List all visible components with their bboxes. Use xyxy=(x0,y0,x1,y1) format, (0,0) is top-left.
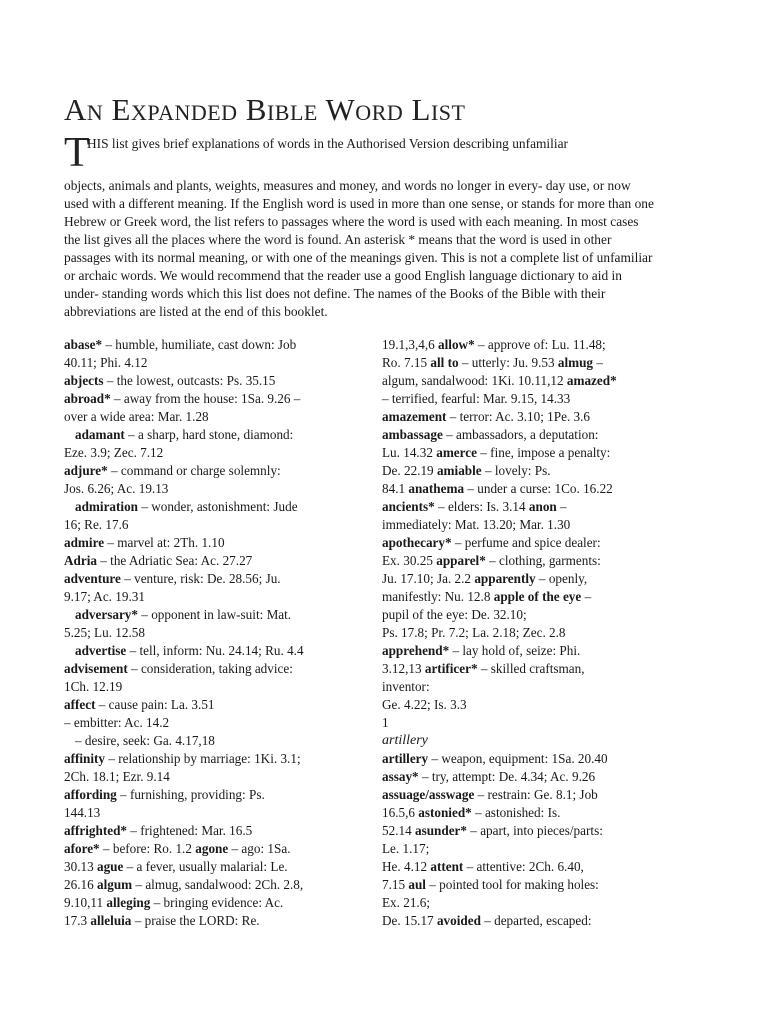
definition-text: – a sharp, hard stone, diamond: xyxy=(124,427,294,442)
entry-line xyxy=(382,660,672,678)
entry-line xyxy=(64,858,354,876)
entry-line xyxy=(382,804,672,822)
definition-text: – cause pain: La. 3.51 xyxy=(95,697,215,712)
definition-text: – skilled craftsman, xyxy=(477,661,585,676)
headword: amiable xyxy=(436,463,482,478)
headword: adamant xyxy=(75,427,125,442)
definition-text: 5.25; Lu. 12.58 xyxy=(64,625,145,640)
entry-line xyxy=(382,714,672,732)
headword: advertise xyxy=(75,643,127,658)
definition-text: – departed, escaped: xyxy=(480,913,592,928)
entry-line xyxy=(64,588,354,606)
entry-line xyxy=(382,624,672,642)
headword: affinity xyxy=(64,751,106,766)
definition-text: 17.3 xyxy=(64,913,91,928)
definition-text: – astonished: Is. xyxy=(471,805,561,820)
definition-text: algum, sandalwood: 1Ki. 10.11,12 xyxy=(382,373,567,388)
entry-line xyxy=(382,678,672,696)
entry-line xyxy=(64,678,354,696)
definition-text: Ps. 17.8; Pr. 7.2; La. 2.18; Zec. 2.8 xyxy=(382,625,566,640)
entry-line xyxy=(64,876,354,894)
definition-text: – weapon, equipment: 1Sa. 20.40 xyxy=(428,751,608,766)
definition-text: – lay hold of, seize: Phi. xyxy=(449,643,581,658)
entry-line xyxy=(64,408,354,426)
definition-text: 30.13 xyxy=(64,859,97,874)
definition-text: Lu. 14.32 xyxy=(382,445,437,460)
definition-text: 16.5,6 xyxy=(382,805,419,820)
entry-line xyxy=(382,534,672,552)
entry-line xyxy=(64,714,354,732)
definition-text: – before: Ro. 1.2 xyxy=(99,841,196,856)
entry-line xyxy=(382,858,672,876)
definition-text: – openly, xyxy=(535,571,588,586)
headword: afore* xyxy=(64,841,100,856)
entry-line xyxy=(382,462,672,480)
definition-text: manifestly: Nu. 12.8 xyxy=(382,589,494,604)
definition-text: 84.1 xyxy=(382,481,409,496)
headword: assuage/asswage xyxy=(382,787,475,802)
definition-text: – away from the house: 1Sa. 9.26 – xyxy=(110,391,301,406)
entry-line xyxy=(382,912,672,930)
headword: agone xyxy=(195,841,229,856)
headword: abase* xyxy=(64,337,103,352)
definition-text: – perfume and spice dealer: xyxy=(451,535,601,550)
entry-line xyxy=(64,498,354,516)
definition-text: – bringing evidence: Ac. xyxy=(150,895,284,910)
headword: almug xyxy=(557,355,594,370)
entry-line xyxy=(382,750,672,768)
headword: ancients* xyxy=(382,499,435,514)
entry-line xyxy=(64,642,354,660)
entry-line xyxy=(64,732,354,750)
definition-text: 19.1,3,4,6 xyxy=(382,337,439,352)
entry-line xyxy=(64,426,354,444)
headword: affect xyxy=(64,697,96,712)
definition-text: – a fever, usually malarial: Le. xyxy=(123,859,288,874)
word-list-left-column xyxy=(64,336,354,930)
definition-text: 1Ch. 12.19 xyxy=(64,679,123,694)
headword: ambassage xyxy=(382,427,443,442)
definition-text: 16; Re. 17.6 xyxy=(64,517,129,532)
entry-line xyxy=(64,750,354,768)
headword: alleging xyxy=(106,895,151,910)
definition-text: Le. 1.17; xyxy=(382,841,430,856)
headword: affording xyxy=(64,787,117,802)
definition-text: – marvel at: 2Th. 1.10 xyxy=(104,535,225,550)
headword: assay* xyxy=(382,769,419,784)
definition-text: – approve of: Lu. 11.48; xyxy=(474,337,606,352)
definition-text: Ju. 17.10; Ja. 2.2 xyxy=(382,571,475,586)
headword: adventure xyxy=(64,571,121,586)
headword: adjure* xyxy=(64,463,108,478)
entry-line xyxy=(382,786,672,804)
entry-line xyxy=(382,336,672,354)
definition-text: Jos. 6.26; Ac. 19.13 xyxy=(64,481,169,496)
headword: apprehend* xyxy=(382,643,450,658)
entry-line xyxy=(64,804,354,822)
definition-text: – utterly: Ju. 9.53 xyxy=(458,355,558,370)
entry-line xyxy=(64,840,354,858)
definition-text: 26.16 xyxy=(64,877,97,892)
entry-line xyxy=(64,660,354,678)
headword: amazed* xyxy=(566,373,617,388)
definition-text: – embitter: Ac. 14.2 xyxy=(64,715,170,730)
headword: avoided xyxy=(436,913,481,928)
entry-line xyxy=(64,606,354,624)
definition-text: – praise the LORD: Re. xyxy=(131,913,260,928)
entry-line xyxy=(382,768,672,786)
definition-text: – command or charge solemnly: xyxy=(107,463,281,478)
entry-line xyxy=(64,696,354,714)
headword: apple of the eye xyxy=(493,589,582,604)
entry-line xyxy=(382,408,672,426)
headword: asunder* xyxy=(414,823,467,838)
drop-cap: T xyxy=(64,130,90,176)
headword: amazement xyxy=(382,409,447,424)
definition-text: – ago: 1Sa. xyxy=(228,841,291,856)
entry-line xyxy=(64,480,354,498)
definition-text: – tell, inform: Nu. 24.14; Ru. 4.4 xyxy=(126,643,304,658)
headword: artillery xyxy=(382,751,429,766)
definition-text: 2Ch. 18.1; Ezr. 9.14 xyxy=(64,769,170,784)
headword: anon xyxy=(528,499,557,514)
entry-line xyxy=(382,588,672,606)
headword: apothecary* xyxy=(382,535,452,550)
entry-line xyxy=(382,570,672,588)
entry-line xyxy=(64,624,354,642)
definition-text: – opponent in law-suit: Mat. xyxy=(138,607,292,622)
definition-text: – furnishing, providing: Ps. xyxy=(116,787,265,802)
entry-line xyxy=(64,516,354,534)
headword: artificer* xyxy=(424,661,478,676)
headword: admiration xyxy=(75,499,139,514)
entry-line xyxy=(382,354,672,372)
headword: apparently xyxy=(474,571,536,586)
definition-text: – fine, impose a penalty: xyxy=(476,445,611,460)
definition-text: – terror: Ac. 3.10; 1Pe. 3.6 xyxy=(446,409,591,424)
headword: anathema xyxy=(408,481,465,496)
entry-line xyxy=(64,390,354,408)
headword: advisement xyxy=(64,661,128,676)
definition-text: – xyxy=(593,355,603,370)
intro-opening-text: HIS list gives brief explanations of words in the Authorised Version describing unfamiliar xyxy=(87,136,568,151)
entry-line xyxy=(382,732,672,750)
definition-text: 52.14 xyxy=(382,823,415,838)
headword: ague xyxy=(96,859,124,874)
entry-line xyxy=(382,480,672,498)
entry-line xyxy=(64,372,354,390)
definition-text: – the Adriatic Sea: Ac. 27.27 xyxy=(96,553,253,568)
definition-text: – the lowest, outcasts: Ps. 35.15 xyxy=(103,373,276,388)
definition-text: – almug, sandalwood: 2Ch. 2.8, xyxy=(132,877,304,892)
definition-text: 9.17; Ac. 19.31 xyxy=(64,589,145,604)
headword: affrighted* xyxy=(64,823,127,838)
entry-line xyxy=(382,372,672,390)
definition-text: – pointed tool for making holes: xyxy=(425,877,599,892)
headword: adversary* xyxy=(75,607,138,622)
definition-text: – lovely: Ps. xyxy=(481,463,551,478)
entry-line xyxy=(64,570,354,588)
definition-text: – attentive: 2Ch. 6.40, xyxy=(463,859,584,874)
headword: amerce xyxy=(436,445,477,460)
entry-line xyxy=(64,786,354,804)
entry-line xyxy=(64,822,354,840)
entry-line xyxy=(382,822,672,840)
entry-line xyxy=(382,894,672,912)
definition-text: – clothing, garments: xyxy=(485,553,601,568)
intro-paragraph: objects, animals and plants, weights, measures and money, and words no longer in every- day use, or now used with a different meaning. If the English word is used in more than one sense, or stands for more than one Hebrew or Greek word, the list refers to passages where the word is used with each meaning. In most cases the list gives all the places where the word is found. An asterisk * means that the word is used in other passages with its normal meaning, or with one of the meanings given. This is not a complete list of unfamiliar or archaic words. We would recommend that the reader use a good English language dictionary to aid in under- standing words which this list does not define. The names of the Books of the Bible with their abbreviations are listed at the end of this booklet. xyxy=(64,178,654,319)
entry-line xyxy=(64,894,354,912)
entry-line xyxy=(382,516,672,534)
headword: attent xyxy=(430,859,464,874)
headword: aul xyxy=(408,877,426,892)
definition-text: – apart, into pieces/parts: xyxy=(467,823,603,838)
definition-text: over a wide area: Mar. 1.28 xyxy=(64,409,209,424)
definition-text: – venture, risk: De. 28.56; Ju. xyxy=(120,571,281,586)
definition-text: Ge. 4.22; Is. 3.3 xyxy=(382,697,467,712)
entry-line xyxy=(382,606,672,624)
definition-text: 3.12,13 xyxy=(382,661,425,676)
definition-text: 9.10,11 xyxy=(64,895,107,910)
definition-text: – humble, humiliate, cast down: Job xyxy=(102,337,297,352)
entry-line xyxy=(382,552,672,570)
definition-text: 40.11; Phi. 4.12 xyxy=(64,355,148,370)
entry-line xyxy=(64,768,354,786)
definition-text: – wonder, astonishment: Jude xyxy=(138,499,298,514)
definition-text: – consideration, taking advice: xyxy=(127,661,293,676)
entry-line xyxy=(64,912,354,930)
entry-line xyxy=(64,552,354,570)
headword: abroad* xyxy=(64,391,111,406)
definition-text: Eze. 3.9; Zec. 7.12 xyxy=(64,445,164,460)
definition-text: 7.15 xyxy=(382,877,409,892)
definition-text: Ex. 30.25 xyxy=(382,553,437,568)
entry-line xyxy=(382,876,672,894)
definition-text: – terrified, fearful: Mar. 9.15, 14.33 xyxy=(382,391,571,406)
definition-text: De. 15.17 xyxy=(382,913,437,928)
entry-line xyxy=(64,444,354,462)
entry-line xyxy=(64,534,354,552)
headword: abjects xyxy=(64,373,104,388)
definition-text: 1 xyxy=(382,715,389,730)
entry-line xyxy=(382,390,672,408)
entry-line xyxy=(64,354,354,372)
entry-line xyxy=(382,498,672,516)
headword: admire xyxy=(64,535,105,550)
entry-line xyxy=(382,840,672,858)
definition-text: De. 22.19 xyxy=(382,463,437,478)
page-title: An Expanded Bible Word List xyxy=(64,92,466,127)
entry-line xyxy=(382,696,672,714)
entry-line xyxy=(64,336,354,354)
definition-text: – elders: Is. 3.14 xyxy=(434,499,529,514)
entry-line xyxy=(382,426,672,444)
headword: astonied* xyxy=(418,805,472,820)
headword: allow* xyxy=(438,337,475,352)
definition-text: immediately: Mat. 13.20; Mar. 1.30 xyxy=(382,517,571,532)
definition-text: – frightened: Mar. 16.5 xyxy=(127,823,253,838)
word-list-right-column xyxy=(382,336,672,930)
definition-text: He. 4.12 xyxy=(382,859,431,874)
definition-text: – ambassadors, a deputation: xyxy=(442,427,599,442)
definition-text: – relationship by marriage: 1Ki. 3.1; xyxy=(105,751,301,766)
definition-text: pupil of the eye: De. 32.10; xyxy=(382,607,527,622)
definition-text: Ro. 7.15 xyxy=(382,355,431,370)
entry-line xyxy=(64,462,354,480)
headword: Adria xyxy=(64,553,97,568)
definition-text: – desire, seek: Ga. 4.17,18 xyxy=(75,733,215,748)
definition-text: inventor: xyxy=(382,679,430,694)
definition-text: artillery xyxy=(382,733,428,748)
definition-text: 144.13 xyxy=(64,805,101,820)
headword: apparel* xyxy=(436,553,486,568)
definition-text: – try, attempt: De. 4.34; Ac. 9.26 xyxy=(418,769,596,784)
definition-text: – xyxy=(556,499,567,514)
headword: all to xyxy=(430,355,459,370)
definition-text: Ex. 21.6; xyxy=(382,895,430,910)
headword: alleluia xyxy=(90,913,132,928)
definition-text: – under a curse: 1Co. 16.22 xyxy=(464,481,613,496)
entry-line xyxy=(382,642,672,660)
entry-line xyxy=(382,444,672,462)
definition-text: – restrain: Ge. 8.1; Job xyxy=(474,787,598,802)
definition-text: – xyxy=(581,589,592,604)
headword: algum xyxy=(96,877,133,892)
